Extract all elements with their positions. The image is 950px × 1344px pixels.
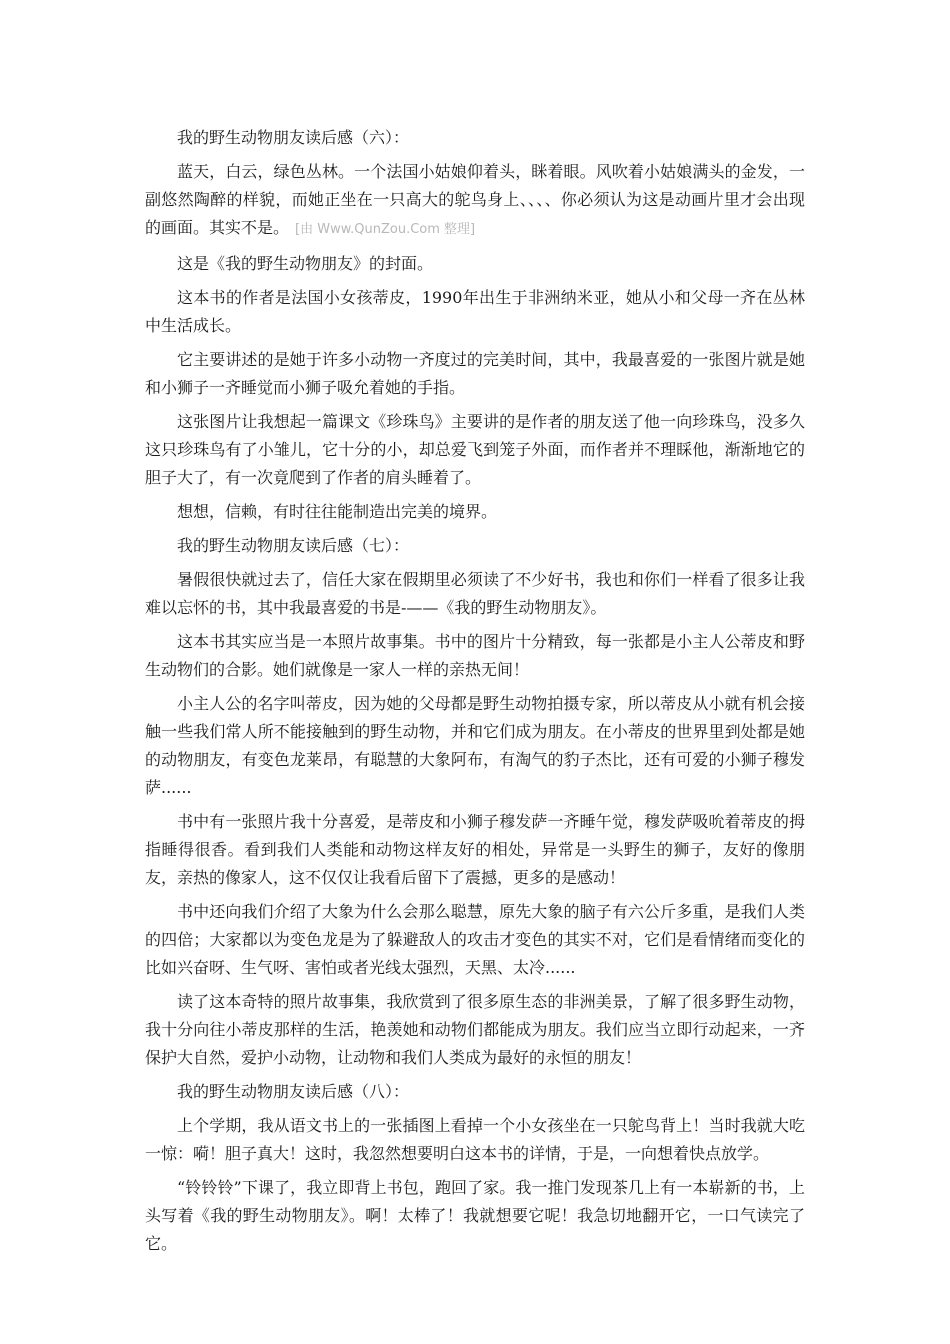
paragraph-cover-scene <box>145 158 805 244</box>
document-body <box>145 124 805 1264</box>
paragraph: 这张图片让我想起一篇课文《珍珠鸟》主要讲的是作者的朋友送了他一向珍珠鸟，没多久这只珍珠鸟有了小雏儿，它十分的小，却总爱飞到笼子外面，而作者并不理睬他，渐渐地它的胆子大了，有一次竟爬到了作者的肩头睡着了。 <box>145 412 805 487</box>
heading-review-8: 我的野生动物朋友读后感（八）： <box>177 1082 410 1101</box>
paragraph: 它主要讲述的是她于许多小动物一齐度过的完美时间，其中，我最喜爱的一张图片就是她和小狮子一齐睡觉而小狮子吸允着她的手指。 <box>145 350 805 397</box>
paragraph: 这是《我的野生动物朋友》的封面。 <box>177 254 434 273</box>
paragraph: 这本书其实应当是一本照片故事集。书中的图片十分精致，每一张都是小主人公蒂皮和野生动物们的合影。她们就像是一家人一样的亲热无间！ <box>145 632 805 679</box>
paragraph: 书中还向我们介绍了大象为什么会那么聪慧，原先大象的脑子有六公斤多重，是我们人类的四倍；大家都以为变色龙是为了躲避敌人的攻击才变色的其实不对，它们是看情绪而变化的比如兴奋呀、生气呀、害怕或者光线太强烈，天黑、太冷...... <box>145 902 805 977</box>
paragraph: 上个学期，我从语文书上的一张插图上看掉一个小女孩坐在一只鸵鸟背上！当时我就大吃一惊：嗬！胆子真大！这时，我忽然想要明白这本书的详情，于是，一向想着快点放学。 <box>145 1116 805 1163</box>
heading-review-6: 我的野生动物朋友读后感（六）： <box>177 128 410 147</box>
paragraph-text: 蓝天，白云，绿色丛林。一个法国小姑娘仰着头，眯着眼。风吹着小姑娘满头的金发，一副悠然陶醉的样貌，而她正坐在一只高大的鸵鸟身上、、、、你必须认为这是动画片里才会出现的画面。其实不是。 <box>145 162 805 237</box>
heading-review-7: 我的野生动物朋友读后感（七）： <box>177 536 410 555</box>
source-note: [由 Www.QunZou.Com 整理] <box>295 222 476 237</box>
paragraph: “铃铃铃”下课了，我立即背上书包，跑回了家。我一推门发现茶几上有一本崭新的书，上头写着《我的野生动物朋友》。啊！太棒了！我就想要它呢！我急切地翻开它，一口气读完了它。 <box>145 1178 805 1253</box>
paragraph: 想想，信赖，有时往往能制造出完美的境界。 <box>177 502 498 521</box>
paragraph: 读了这本奇特的照片故事集，我欣赏到了很多原生态的非洲美景，了解了很多野生动物，我十分向往小蒂皮那样的生活，艳羡她和动物们都能成为朋友。我们应当立即行动起来，一齐保护大自然，爱护小动物，让动物和我们人类成为最好的永恒的朋友！ <box>145 992 805 1067</box>
paragraph: 暑假很快就过去了，信任大家在假期里必须读了不少好书，我也和你们一样看了很多让我难以忘怀的书，其中我最喜爱的书是-——《我的野生动物朋友》。 <box>145 570 805 617</box>
paragraph: 书中有一张照片我十分喜爱，是蒂皮和小狮子穆发萨一齐睡午觉，穆发萨吸吮着蒂皮的拇指睡得很香。看到我们人类能和动物这样友好的相处，异常是一头野生的狮子，友好的像朋友，亲热的像家人，这不仅仅让我看后留下了震撼，更多的是感动！ <box>145 812 805 887</box>
paragraph: 这本书的作者是法国小女孩蒂皮，1990年出生于非洲纳米亚，她从小和父母一齐在丛林中生活成长。 <box>145 288 805 335</box>
paragraph: 小主人公的名字叫蒂皮，因为她的父母都是野生动物拍摄专家，所以蒂皮从小就有机会接触一些我们常人所不能接触到的野生动物，并和它们成为朋友。在小蒂皮的世界里到处都是她的动物朋友，有变色龙莱昂，有聪慧的大象阿布，有淘气的豹子杰比，还有可爱的小狮子穆发萨...... <box>145 694 805 797</box>
